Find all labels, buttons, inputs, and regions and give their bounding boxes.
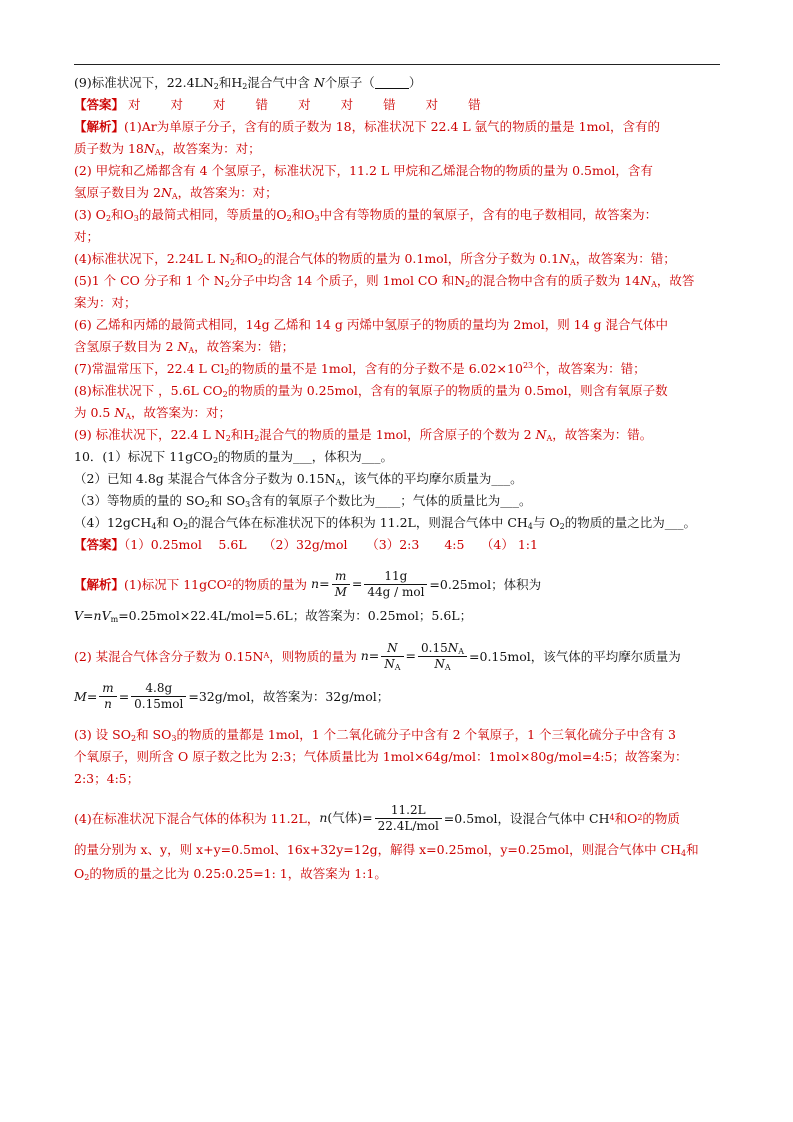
question-9: (9)标准状况下，$22.4LN_2$和$H_2$混合气中含 N个原子（ ）: [74, 75, 422, 91]
answer-2: 【答案】（1）0.25mol 5.6L （2）32g/mol （3）2:3 4:5 （4） 1:1: [74, 537, 538, 552]
answer-blank: [375, 76, 409, 89]
answer-1: 【答案】 对 对 对 错 对 对 错 对 错: [74, 97, 481, 112]
analysis-2: 【解析】 (1)标况下 11gCO 2 的物质的量为 n= $\frac{m}{M}$ = $\frac{11g}{\text{44g / mol}}$ =0.25mol；体积为 $V=nV_m=0.25mol\times 22.4L/mol=5.6L$；故答案为：0.25mol；5.6L； (2) 某混合气体含分子数为 0.15N A ，则物质的量为 n= $\frac{N}{N_A}$ = $\frac{0.15N_A}{N_A}$ =0.15mol，该气体的平均摩尔质量为 M = $\frac{m}{n}$ = $\frac{4.8g}{\text{0.15mol}}$ =32g/mol，故答案为：32g/mol； (3) 设 $SO_2$和 $SO_3$的物质的量都是 1mol，1 个二氧化硫分子中含有 2 个氧原子，1 个三氧化硫分子中含有 3 个氧原子，则所含 O 原子数之比为 2:3；气体质量比为 1mol×64g/mol：1mol×80g/mol=4:5；故答案为： 2:3；4:5； (4)在标准状况下混合气体的体积为 11.2L， n(气体)= $\frac{11.2L}{\text{22.4L/mol}}$ =0.5mol，设混合气体中 CH 4 和O 2 的物质 的量分别为 x、y，则 x+y=0.5mol、16x+32y=12g，解得 x=0.25mol，y=0.25mol，则混合气体中 $CH_4$和 $O_2$的物质的量之比为 0.25:0.25=1: 1，故答案为 1:1。: [74, 568, 699, 882]
answer-tag: 【答案】: [74, 97, 125, 112]
header-rule: [74, 64, 720, 65]
question-10: 10．(1）标况下 11gCO$_2$的物质的量为___，体积为___。 （2）已知 4.8g 某混合气体含分子数为 $0.15N_A$，该气体的平均摩尔质量为___。 （3）等物质的量的 $SO_2$和 $SO_3$含有的氧原子个数比为____；气体的质量比为___。 （4）12gCH$_4$和 $O_2$的混合气体在标准状况下的体积为 11.2L，则混合气体中 $CH_4$与 $O_2$的物质的量之比为___。: [74, 449, 696, 531]
analysis-1: 【解析】(1)Ar为单原子分子，含有的质子数为 18，标准状况下 22.4 L 氩气的物质的量是 1mol，含有的 质子数为 $18N_A$，故答案为：对； (2) 甲烷和乙烯都含有 4 个氢原子，标准状况下，11.2 L 甲烷和乙烯混合物的物质的量为 0.5mol，含有 氢原子数目为 $2N_A$，故答案为：对； (3) $O_2$和$O_3$的最简式相同，等质量的$O_2$和$O_3$中含有等物质的量的氧原子，含有的电子数相同，故答案为： 对； (4)标准状况下，2.24L L $N_2$和$O_2$的混合气体的物质的量为 0.1mol，所含分子数为 $0.1N_A$，故答案为：错； (5)1 个 CO 分子和 1 个 $N_2$分子中均含 14 个质子，则 1mol CO 和$N_2$的混合物中含有的质子数为 $14N_A$，故答 案为：对； (6) 乙烯和丙烯的最简式相同，14g 乙烯和 14 g 丙烯中氢原子的物质的量均为 2mol，则 14 g 混合气体中 含氢原子数目为 2 $N_A$，故答案为：错； (7)常温常压下，22.4 L $Cl_2$的物质的量不是 1mol，含有的分子数不是 $6.02\times 10^{23}$个，故答案为：错； (8)标准状况下 ，5.6L $CO_2$的物质的量为 0.25mol，含有的氧原子的物质的量为 0.5mol，则含有氧原子数 为 0.5 $N_A$，故答案为：对； (9) 标准状况下，22.4 L $N_2$和$H_2$混合气的物质的量是 1mol，所含原子的个数为 2 $N_A$，故答案为：错。: [74, 119, 695, 443]
document-body: [74, 72, 720, 886]
